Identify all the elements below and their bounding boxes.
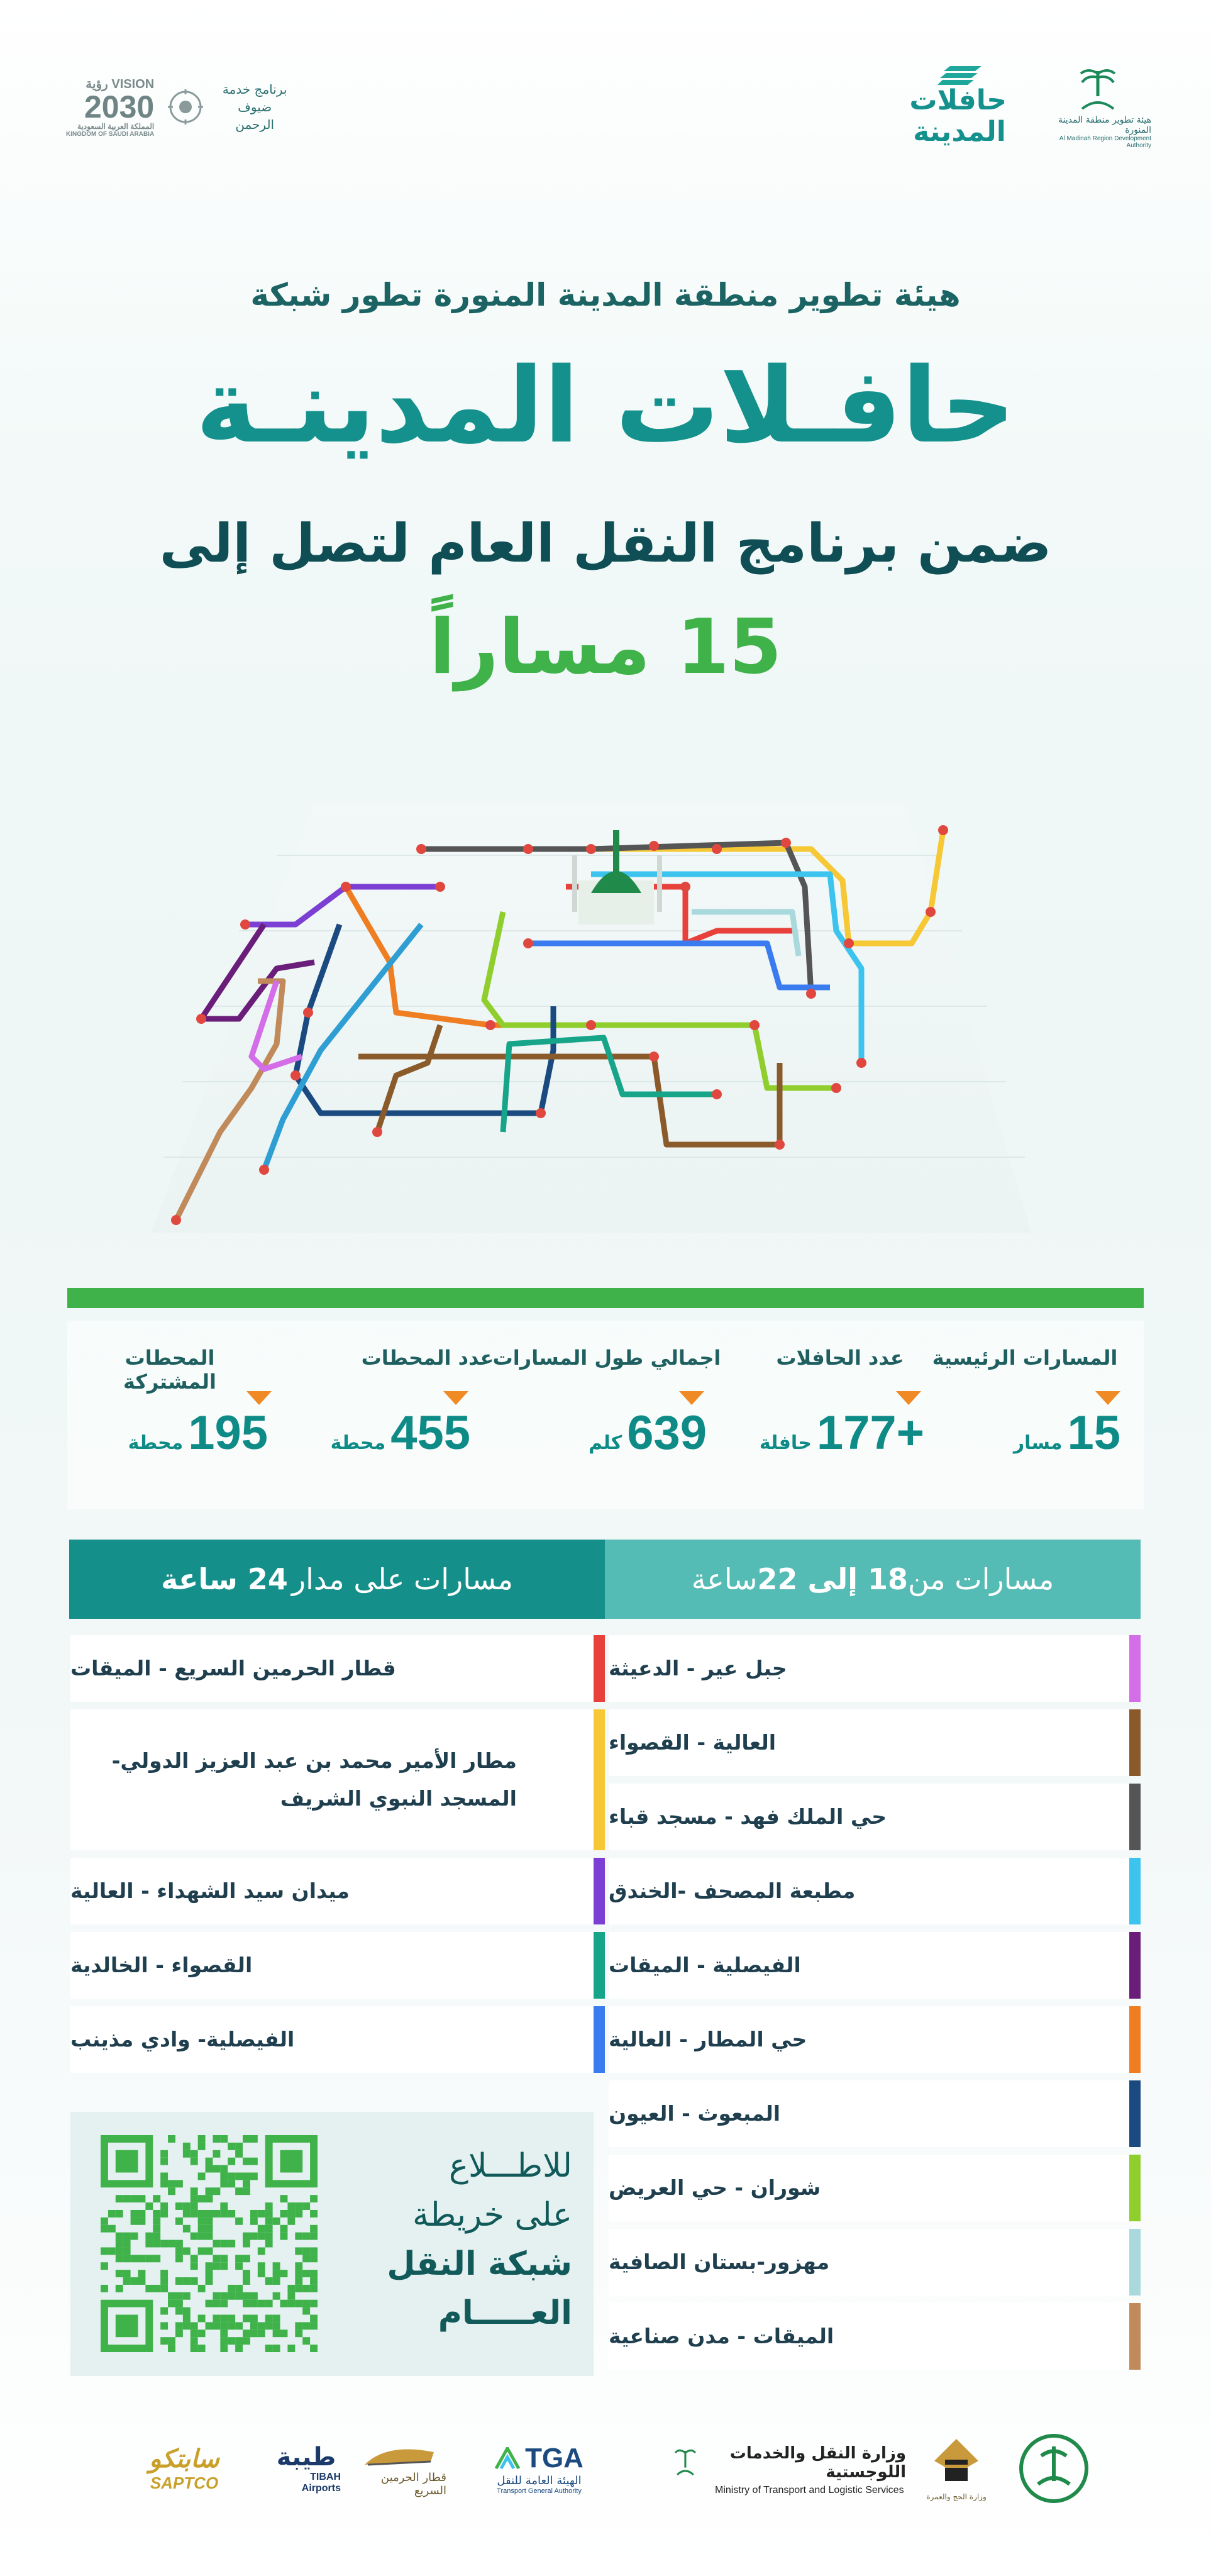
stat-value-stations: [331, 1406, 470, 1462]
authority-logo: [1044, 65, 1151, 149]
header-hours: 18 إلى 22: [757, 1562, 909, 1596]
title-line1: هيئة تطوير منطقة المدينة المنورة تطور شبكة: [250, 277, 961, 313]
stat-arrow-icon: [679, 1391, 704, 1405]
route-name: القصواء - الخالدية: [70, 1953, 253, 1977]
day-route-row: [609, 2006, 1141, 2073]
route-name: مطبعة المصحف -الخندق: [609, 1879, 856, 1903]
authority-name-en: Al Madinah Region Development Authority: [1059, 135, 1151, 149]
stat-number: 639: [627, 1406, 707, 1460]
saptco-logo: [112, 2428, 257, 2509]
route-color-bar: [1129, 1784, 1141, 1850]
route-color-bar: [594, 2006, 605, 2073]
route-color-bar: [1129, 2155, 1141, 2221]
route-name: مطار الأمير محمد بن عبد العزيز الدولي- المسجد النبوي الشريف: [111, 1748, 517, 1811]
interior-emblem-icon: [1016, 2431, 1092, 2506]
day-route-row: [609, 2155, 1141, 2221]
day-route-row: [609, 1784, 1141, 1850]
tga-name-en: Transport General Authority: [497, 2487, 582, 2495]
stat-label-routes: المسارات الرئيسية: [932, 1346, 1118, 1370]
qr-caption-line: شبكة النقل: [387, 2245, 572, 2283]
vision-year: 2030: [84, 89, 155, 125]
route-color-bar: [1129, 1709, 1141, 1776]
route-color-bar: [594, 1635, 605, 1702]
day-route-row: [609, 2080, 1141, 2147]
route-name: الميقات - مدن صناعية: [609, 2324, 834, 2348]
stat-value-buses: [760, 1406, 924, 1462]
qr-code[interactable]: [101, 2135, 318, 2352]
route-name: قطار الحرمين السريع - الميقات: [70, 1656, 396, 1680]
title-main: حافـلات المدينـة: [195, 345, 1016, 466]
haramain-logo: [352, 2428, 446, 2509]
header-text: مسارات على مدار: [291, 1562, 513, 1596]
qr-caption-line: للاطـــلاع: [448, 2147, 572, 2185]
header-text: مسارات من: [908, 1562, 1054, 1596]
route-name: العالية - القصواء: [609, 1730, 777, 1755]
route-color-bar: [594, 1932, 605, 1999]
qr-caption-line: العـــــام: [438, 2294, 572, 2332]
program-name: برنامج خدمة ضيوف الرحمن: [222, 82, 287, 132]
tga-text: TGA: [525, 2442, 583, 2473]
route-color-bar: [1129, 2229, 1141, 2296]
hajj-ministry-name: وزارة الحج والعمرة: [926, 2492, 987, 2501]
train-icon: [362, 2440, 437, 2471]
title-line3: ضمن برنامج النقل العام لتصل إلى: [159, 513, 1052, 574]
hajj-ministry-logo: [919, 2428, 994, 2509]
transport-ministry-name: وزارة النقل والخدمات اللوجستية: [729, 2444, 906, 2482]
map-ground: [151, 805, 1031, 1233]
tibah-text: طيبة: [276, 2443, 336, 2472]
route-name: الفيصلية- وادي مذينب: [70, 2027, 295, 2051]
route-color-bar: [1129, 2080, 1141, 2147]
day-route-row: [609, 1858, 1141, 1924]
tga-name-ar: الهيئة العامة للنقل: [497, 2473, 582, 2487]
route-color-bar: [594, 1858, 605, 1924]
stat-value-length: [589, 1406, 707, 1462]
authority-logos: [909, 60, 1151, 154]
stat-label-buses: عدد الحافلات: [776, 1346, 904, 1370]
network-map: [151, 780, 1031, 1233]
stat-label-shared: المحطات المشتركة: [123, 1346, 216, 1394]
route-name: الفيصلية - الميقات: [609, 1953, 801, 1977]
qr-caption-line: على خريطة: [412, 2196, 572, 2234]
route-color-bar: [1129, 1858, 1141, 1924]
vision-label: VISION رؤية: [86, 77, 155, 91]
stat-unit: حافلة: [759, 1432, 812, 1454]
stat-number: 195: [188, 1406, 268, 1460]
qr-caption: [358, 2141, 572, 2338]
header-hours: 24 ساعة: [161, 1562, 288, 1596]
stat-arrow-icon: [246, 1391, 272, 1405]
kaaba-icon: [931, 2436, 982, 2492]
day-route-row: [609, 1932, 1141, 1999]
all-route-row: [70, 1858, 605, 1924]
tibah-text-en: TIBAH Airports: [301, 2472, 341, 2494]
route-name: شوران - حي العريض: [609, 2175, 821, 2200]
stat-arrow-icon: [1095, 1391, 1120, 1405]
stat-arrow-icon: [443, 1391, 468, 1405]
all-route-row: [70, 1635, 605, 1702]
transport-ministry-logo: [673, 2428, 906, 2509]
title-routes-count: 15 مساراً: [429, 604, 782, 691]
haramain-name: قطار الحرمين السريع: [380, 2471, 446, 2497]
header-text: ساعة: [691, 1562, 758, 1596]
stat-arrow-icon: [896, 1391, 921, 1405]
route-color-bar: [1129, 1932, 1141, 1999]
saptco-text: سابتكو: [149, 2444, 219, 2473]
hafilat-stripes-icon: [937, 66, 982, 85]
tga-logo: [481, 2428, 597, 2509]
route-name: حي المطار - العالية: [609, 2027, 807, 2051]
green-divider: [67, 1288, 1144, 1308]
all-route-row: [70, 2006, 605, 2073]
stat-unit: محطة: [330, 1432, 386, 1454]
route-name: جبل عير - الدعيثة: [609, 1656, 787, 1680]
header-24-hours: [69, 1540, 605, 1619]
stat-number: 15: [1067, 1406, 1120, 1460]
program-emblem-icon: [167, 88, 204, 126]
vision-program-logos: [66, 60, 292, 154]
palm-emblem-icon: [673, 2441, 697, 2485]
route-name: ميدان سيد الشهداء - العالية: [70, 1879, 350, 1903]
route-color-bar: [1129, 2303, 1141, 2370]
route-color-bar: [1129, 2006, 1141, 2073]
route-color-bar: [1129, 1635, 1141, 1702]
stat-label-stations: عدد المحطات: [361, 1346, 494, 1370]
route-name: مهزور-بستان الصافية: [609, 2250, 830, 2274]
stat-unit: محطة: [128, 1432, 184, 1454]
header-18-22-hours: [605, 1540, 1141, 1619]
stat-number: 455: [390, 1406, 470, 1460]
saptco-text-en: SAPTCO: [150, 2473, 219, 2492]
route-name: حي الملك فهد - مسجد قباء: [609, 1804, 887, 1829]
stat-value-routes: [1014, 1406, 1120, 1462]
stat-number: 177+: [816, 1406, 924, 1460]
palm-swords-emblem-icon: [1076, 65, 1120, 115]
vision-country: المملكة العربية السعودية: [77, 122, 155, 131]
day-route-row: [609, 1709, 1141, 1776]
hafilat-logo: [909, 66, 1007, 148]
hafilat-logo-text: حافلات المدينة: [909, 84, 1007, 148]
stat-value-shared: [128, 1406, 268, 1462]
interior-ministry-logo: [1010, 2428, 1098, 2509]
all-route-row: [70, 1709, 605, 1850]
route-color-bar: [594, 1709, 605, 1850]
stat-unit: كلم: [588, 1432, 622, 1454]
vision-country-en: KINGDOM OF SAUDI ARABIA: [66, 131, 155, 138]
stat-unit: مسار: [1013, 1432, 1063, 1454]
stat-label-length: اجمالي طول المسارات: [492, 1346, 721, 1370]
authority-name: هيئة تطوير منطقة المدينة المنورة: [1058, 115, 1151, 135]
day-route-row: [609, 2303, 1141, 2370]
day-route-row: [609, 1635, 1141, 1702]
route-name: المبعوث - العيون: [609, 2101, 781, 2126]
tibah-logo: [272, 2428, 341, 2509]
all-route-row: [70, 1932, 605, 1999]
tga-mark-icon: [495, 2447, 520, 2470]
day-route-row: [609, 2229, 1141, 2296]
vision-2030-logo: [66, 76, 154, 138]
transport-ministry-name-en: Ministry of Transport and Logistic Services: [715, 2485, 904, 2496]
